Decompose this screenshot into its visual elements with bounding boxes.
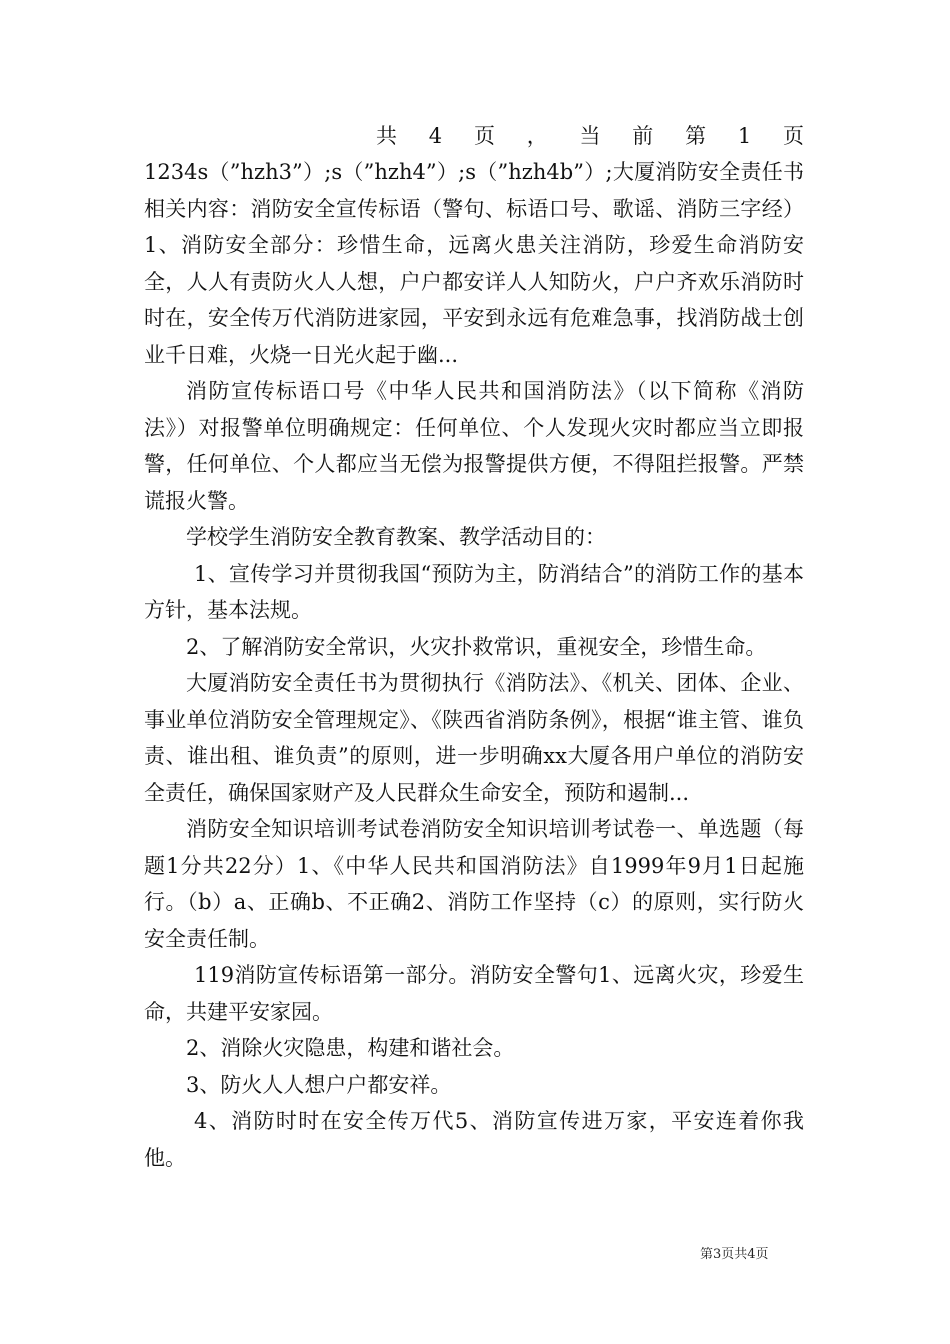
paragraph: 消防安全知识培训考试卷消防安全知识培训考试卷一、单选题（每题1分共22分）1、《中华人民共和国消防法》自1999年9月1日起施行。（b）a、正确b、不正确2、消防工作坚持（c）的原则，实行防火安全责任制。 — [144, 817, 804, 951]
paragraph: 3、防火人人想户户都安祥。 — [186, 1072, 452, 1097]
paragraph: 1234s（”hzh3”）;s（”hzh4”）;s（”hzh4b”）;大厦消防安全责任书相关内容：消防安全宣传标语（警句、标语口号、歌谣、消防三字经）1、消防安全部分：珍惜生命，远离火患关注消防，珍爱生命消防安全，人人有责防火人人想，户户都安详人人知防火，户户齐欢乐消防时时在，安全传万代消防进家园，平安到永远有危难急事，找消防战士创业千日难，火烧一日光火起于幽... — [144, 160, 804, 367]
header-char: 第 — [685, 124, 707, 148]
header-char: 4 — [428, 124, 443, 148]
paragraph: 大厦消防安全责任书为贯彻执行《消防法》、《机关、团体、企业、事业单位消防安全管理规定》、《陕西省消防条例》，根据“谁主管、谁负责、谁出租、谁负责”的原则，进一步明确xx大厦各用户单位的消防安全责任，确保国家财产及人民群众生命安全，预防和遏制... — [144, 671, 804, 805]
page-count-header — [376, 118, 804, 154]
paragraph: 消防宣传标语口号《中华人民共和国消防法》（以下简称《消防法》）对报警单位明确规定：任何单位、个人发现火灾时都应当立即报警，任何单位、个人都应当无偿为报警提供方便，不得阻拦报警。严禁谎报火警。 — [144, 379, 804, 513]
paragraph: 学校学生消防安全教育教案、教学活动目的： — [186, 525, 606, 549]
paragraph: 1、宣传学习并贯彻我国“预防为主，防消结合”的消防工作的基本方针，基本法规。 — [144, 561, 804, 622]
header-char: 页 — [473, 124, 495, 148]
paragraph: 4、消防时时在安全传万代5、消防宣传进万家，平安连着你我他。 — [144, 1109, 804, 1170]
header-char: 1 — [737, 124, 752, 148]
paragraph: 119消防宣传标语第一部分。消防安全警句1、远离火灾，珍爱生命，共建平安家园。 — [144, 963, 804, 1024]
header-char: 前 — [632, 124, 654, 148]
header-char: 页 — [783, 124, 804, 148]
header-char: 当 — [579, 124, 601, 148]
paragraph: 2、了解消防安全常识，火灾扑救常识，重视安全，珍惜生命。 — [186, 634, 767, 659]
page-footer: 第3页共4页 — [700, 1247, 769, 1262]
document-body — [144, 118, 804, 1176]
paragraph: 2、消除火灾隐患，构建和谐社会。 — [186, 1036, 515, 1060]
header-char: ， — [526, 124, 548, 148]
header-char: 共 — [376, 124, 397, 148]
